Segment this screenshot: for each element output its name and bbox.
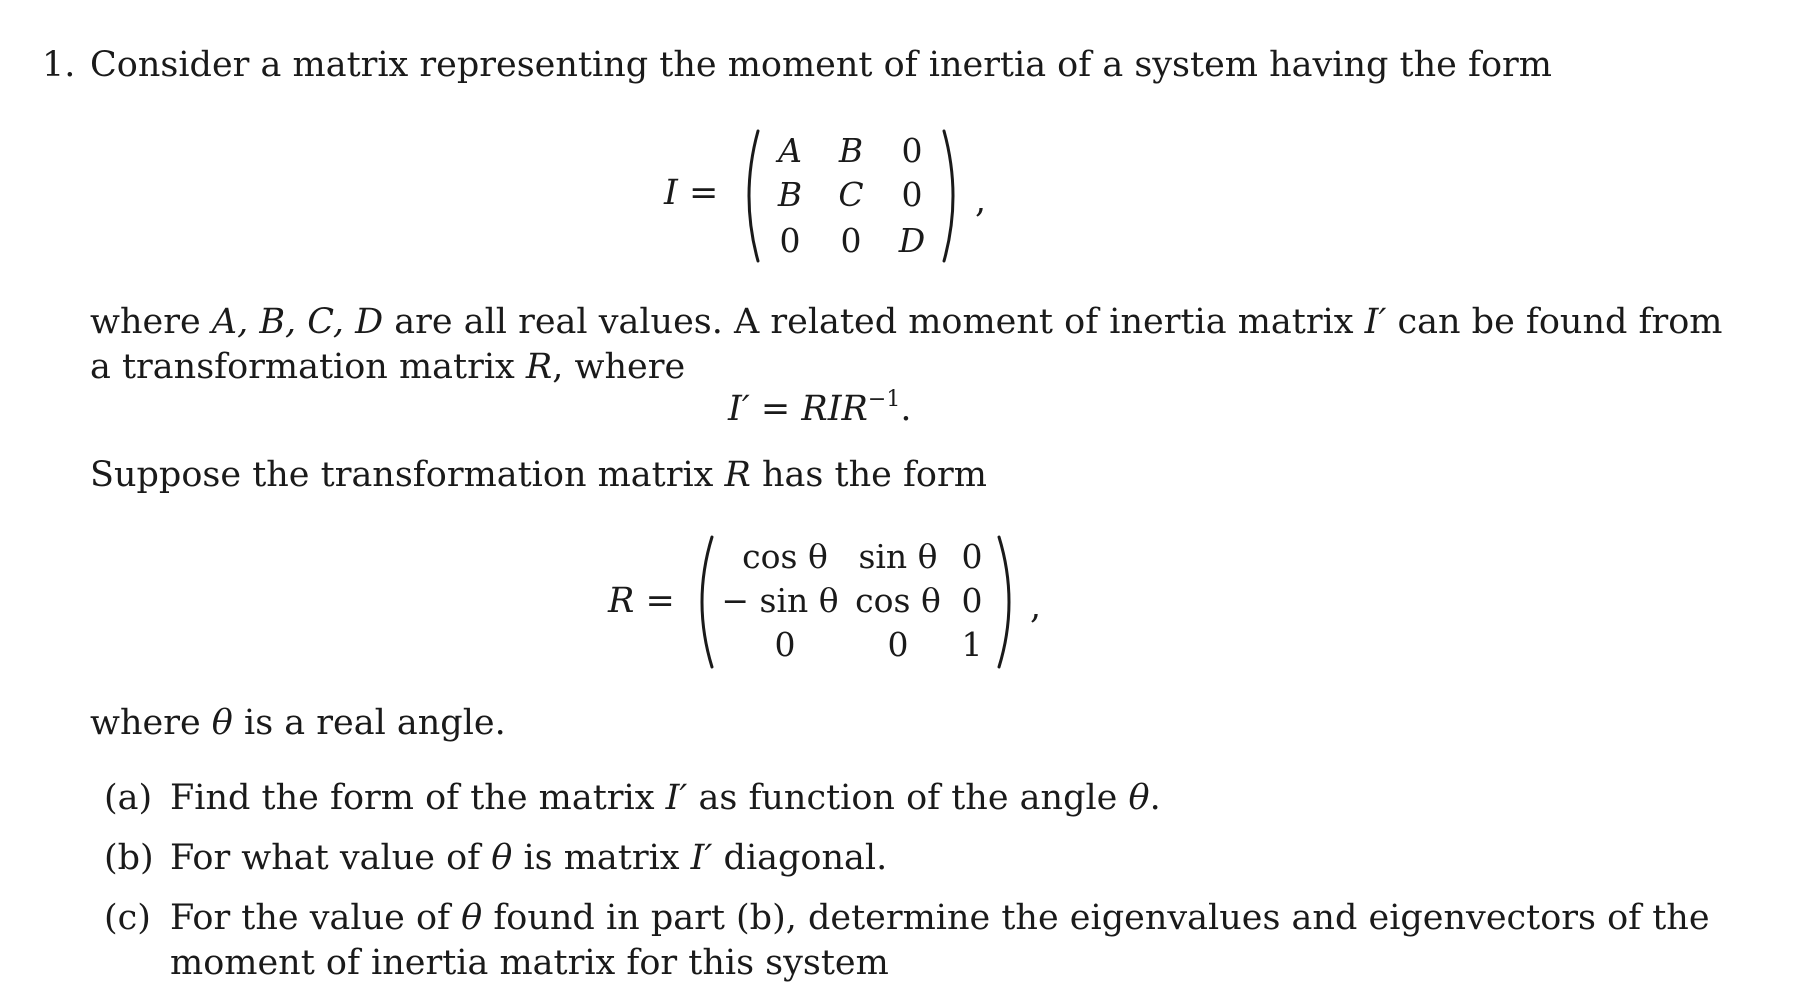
part-b-text: For what value of θ is matrix I′ diagonal.	[170, 838, 888, 878]
part-a-text: Find the form of the matrix I′ as function of the angle θ.	[170, 778, 1161, 818]
matrix-R-cell: 0	[774, 625, 796, 664]
matrix-R-cell: cos θ	[855, 581, 941, 620]
matrix-I-cell: C	[838, 175, 864, 214]
para2: Suppose the transformation matrix R has the form	[90, 455, 987, 495]
matrix-R-lhs: R =	[608, 581, 675, 621]
matrix-R-cell: sin θ	[858, 537, 938, 576]
matrix-I-comma: ,	[975, 181, 987, 221]
matrix-R-cell: 1	[961, 625, 983, 664]
matrix-I-cell: 0	[840, 221, 862, 260]
left-paren	[690, 534, 716, 670]
matrix-I-cell: B	[777, 175, 803, 214]
transform-equation: $I' = RIR^{-1}$.	[728, 387, 912, 429]
part-label: (c)	[104, 898, 151, 938]
matrix-R-cell: cos θ	[742, 537, 828, 576]
right-paren	[995, 534, 1021, 670]
matrix-R-comma: ,	[1030, 587, 1042, 627]
part-c-text: For the value of θ found in part (b), determine the eigenvalues and eigenvectors of the	[170, 898, 1710, 938]
matrix-I-cell: 0	[779, 221, 801, 260]
right-paren	[940, 128, 964, 264]
problem-intro: Consider a matrix representing the moment of inertia of a system having the form	[90, 45, 1552, 85]
part-label: (b)	[104, 838, 154, 878]
matrix-I-cell: D	[898, 221, 926, 260]
matrix-I-cell: A	[778, 131, 802, 170]
matrix-R-cell: 0	[887, 625, 909, 664]
problem-number: 1.	[42, 45, 76, 85]
para3: where θ is a real angle.	[90, 703, 506, 743]
matrix-I-cell: 0	[901, 131, 923, 170]
matrix-I-cell: B	[838, 131, 864, 170]
part-c-text-line2: moment of inertia matrix for this system	[170, 943, 889, 983]
matrix-I-cell: 0	[901, 175, 923, 214]
matrix-I-lhs: I =	[664, 173, 719, 213]
para1-line1: where A, B, C, D are all real values. A related moment of inertia matrix I′ can be found from	[90, 302, 1723, 342]
para1-line2: a transformation matrix R, where	[90, 347, 686, 387]
matrix-R-cell: 0	[961, 537, 983, 576]
part-label: (a)	[104, 778, 153, 818]
matrix-R-cell: − sin θ	[721, 581, 839, 620]
matrix-R-cell: 0	[961, 581, 983, 620]
